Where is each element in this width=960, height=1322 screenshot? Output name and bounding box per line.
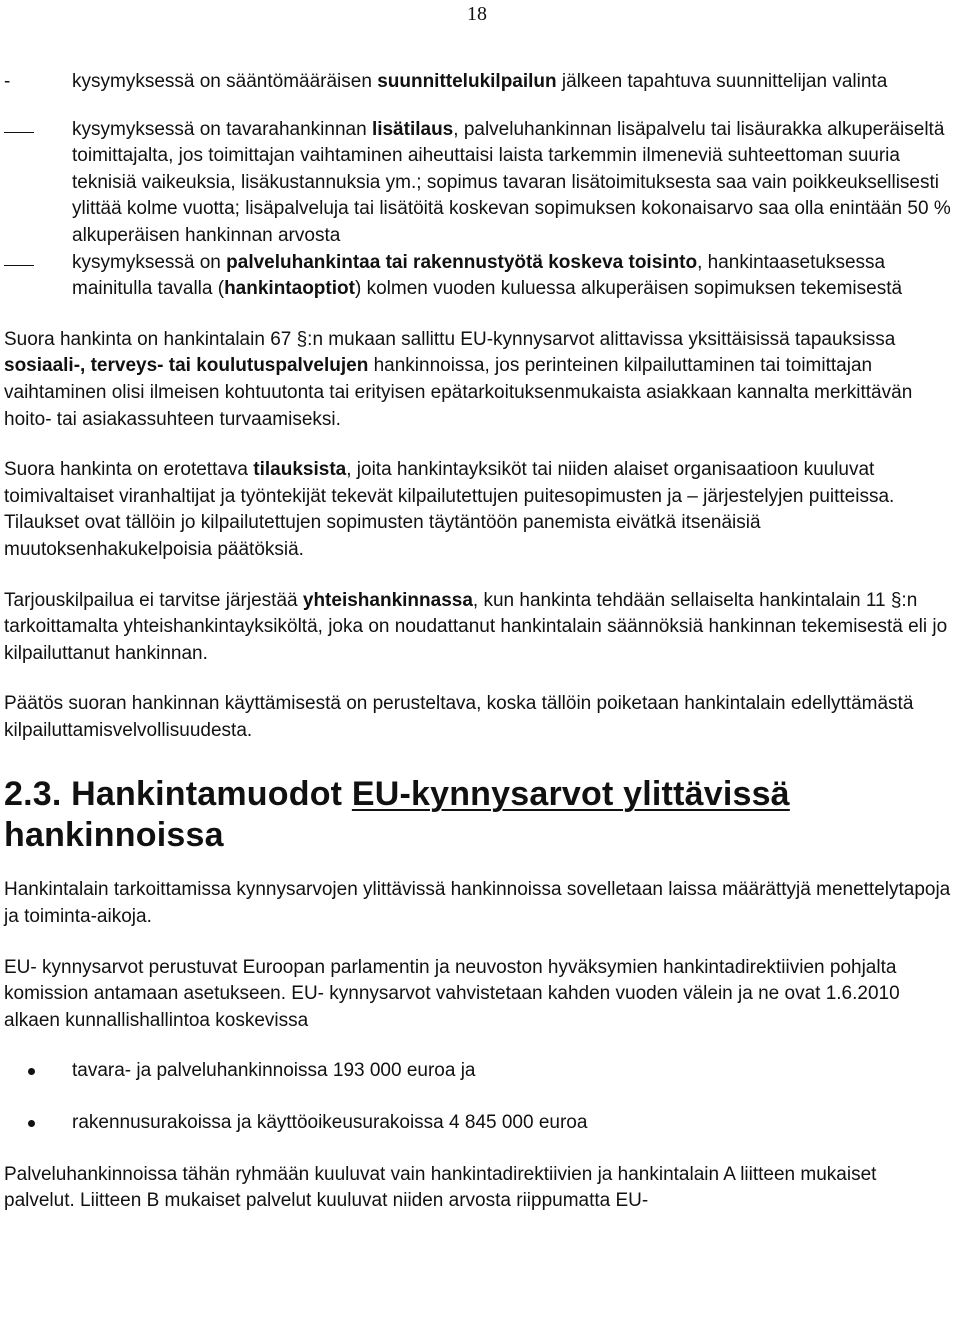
list-item-3-text-c: ) kolmen vuoden kuluessa alkuperäisen sopimuksen tekemisestä bbox=[354, 278, 903, 300]
paragraph-kynnysarvot: Hankintalain tarkoittamissa kynnysarvojen ylittävissä hankinnoissa sovelletaan laissa määrättyjä menettelytapoja ja toiminta-aikoja. bbox=[4, 879, 951, 928]
bullet-text: rakennusurakoissa ja käyttöoikeusurakoissa 4 845 000 euroa bbox=[72, 1112, 588, 1134]
list-item-2-text-b: , palveluhankinnan lisäpalvelu tai lisäurakka alkuperäiseltä toimittajalta, jos toimittajan vaihtaminen aiheuttaisi laista tarkemmin ilmeneviä suhteettoman suuria teknisiä vaikeuksia, lisäkustannuksia ym.; sopimus tavaran lisätoimituksesta saa vain poikkeuksellisesti ylittää kolme vuotta; lisäpalveluja tai lisätöitä koskevan sopimuksen kokonaisarvo saa olla enintään 50 % alkuperäisen hankinnan arvosta bbox=[72, 118, 951, 246]
paragraph-palveluhankinnat: Palveluhankinnoissa tähän ryhmään kuuluvat vain hankintadirektiivien ja hankintalain A liitteen mukaiset palvelut. Liitteen B mukaiset palvelut kuuluvat niiden arvosta riippumatta EU- bbox=[4, 1163, 877, 1212]
section-heading bbox=[4, 774, 952, 856]
paragraph-bold: tilauksista bbox=[253, 459, 347, 481]
paragraph-text: , kun hankinta tehdään sellaiselta hankintalain 11 §:n tarkoittamalta yhteishankintayksiköltä, joka on noudattanut hankintalain säännöksiä hankinnan tekemisestä eli jo kilpailuttanut hankinnan. bbox=[4, 589, 948, 664]
bullet-list bbox=[4, 1058, 952, 1136]
heading-number: 2.3. bbox=[4, 775, 62, 814]
list-item-2 bbox=[4, 117, 952, 250]
paragraph-yhteishankinta bbox=[4, 588, 952, 668]
list-item-3-text-b: , hankintaasetuksessa mainitulla tavalla ( bbox=[72, 251, 886, 300]
list-item-3-bold-a: palveluhankintaa tai rakennustyötä koskeva toisinto bbox=[226, 251, 698, 273]
paragraph-paatos bbox=[4, 691, 952, 744]
list-item-2-bold: lisätilaus bbox=[371, 118, 454, 140]
list-item-3-bold-b: hankintaoptiot bbox=[224, 278, 355, 300]
list-item-1-bold: suunnittelukilpailun bbox=[377, 71, 557, 92]
paragraph-text: Tarjouskilpailua ei tarvitse järjestää bbox=[4, 589, 303, 611]
paragraph-bold: sosiaali-, terveys- tai koulutuspalvelujen bbox=[4, 355, 369, 377]
bullet-text: tavara- ja palveluhankinnoissa 193 000 euroa ja bbox=[72, 1060, 476, 1082]
paragraph-eu-kynnysarvot: EU- kynnysarvot perustuvat Euroopan parlamentin ja neuvoston hyväksymien hankintadirektiivien pohjalta komission antamaan asetukseen. EU- kynnysarvot vahvistetaan kahden vuoden välein ja ne ovat 1.6.2010 alkaen kunnallishallintoa koskevissa bbox=[4, 956, 900, 1031]
paragraph-text: , joita hankintayksiköt tai niiden alaiset organisaatioon kuuluvat toimivaltaiset viranhaltijat ja työntekijät tekevät kilpailutettujen puitesopimusten ja – järjestelyjen puitteissa. Tilaukset ovat tällöin jo kilpailutettujen sopimusten täytäntöön panemista eivätkä itsenäisiä muutoksenhakukelpoisia päätöksiä. bbox=[4, 459, 895, 560]
hyphen-marker: - bbox=[4, 71, 11, 92]
paragraph-text: Suora hankinta on erotettava bbox=[4, 459, 254, 481]
dash-marker bbox=[4, 265, 34, 266]
list-item-3 bbox=[4, 250, 952, 303]
heading-part3: hankinnoissa bbox=[4, 816, 224, 855]
bullet-dot-icon bbox=[28, 1120, 35, 1127]
paragraph-text: hankinnoissa, jos perinteinen kilpailuttaminen tai toimittajan vaihtaminen olisi ilmeisen kohtuutonta tai erityisen epätarkoituksenmukaista asiakkaan kannalta merkittävän hoito- tai asiakassuhteen turvaamiseksi. bbox=[4, 355, 913, 430]
paragraph-text: Suora hankinta on hankintalain 67 §:n mukaan sallittu EU-kynnysarvot alittavissa yksittäisissä tapauksissa bbox=[4, 328, 896, 350]
paragraph-tilaukset bbox=[4, 457, 952, 563]
paragraph-bold: yhteishankinnassa bbox=[302, 589, 473, 611]
list-item-1-text-b: jälkeen tapahtuva suunnittelijan valinta bbox=[556, 71, 888, 92]
heading-part1: Hankintamuodot bbox=[71, 775, 352, 814]
dash-marker bbox=[4, 132, 34, 133]
paragraph-suora-hankinta bbox=[4, 327, 952, 433]
document-body bbox=[4, 69, 952, 1215]
list-item-1 bbox=[4, 69, 952, 96]
page-number: 18 bbox=[467, 3, 487, 25]
bullet-item bbox=[4, 1058, 952, 1085]
heading-underlined: EU-kynnysarvot ylittävissä bbox=[351, 775, 790, 814]
bullet-item bbox=[4, 1110, 952, 1137]
paragraph-text: Päätös suoran hankinnan käyttämisestä on perusteltava, koska tällöin poiketaan hankintalain edellyttämästä kilpailuttamisvelvollisuudesta. bbox=[4, 693, 914, 741]
bullet-dot-icon bbox=[28, 1068, 35, 1075]
list-item-3-text-a: kysymyksessä on bbox=[72, 251, 227, 273]
list-item-2-text-a: kysymyksessä on tavarahankinnan bbox=[72, 118, 372, 140]
list-item-1-text-a: kysymyksessä on sääntömääräisen bbox=[72, 71, 378, 92]
